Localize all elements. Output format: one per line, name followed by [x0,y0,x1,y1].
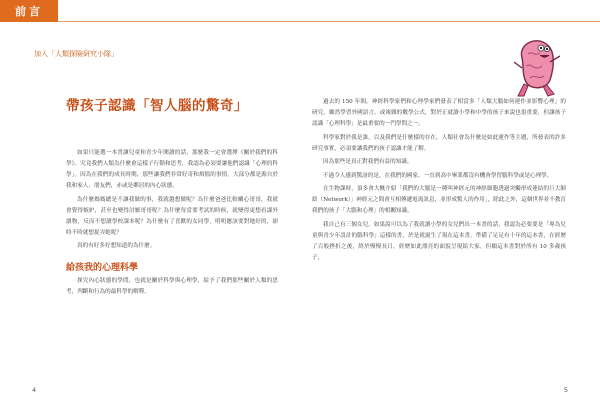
body-paragraph: 科學家對於我是誰，以及我們是什麼樣的存在，人類社會為什麼是如此運作等主題，所發表的許多研究事實，必須要讓我們的孩子認識才能了解。 [312,134,566,152]
chapter-tab-label: 前言 [15,5,43,18]
body-paragraph: 因為那些是真正對我們有益的知識。 [323,159,413,165]
body-paragraph: 探究內心狀態的學問，也就是關於科學與心理學，給予了我們那些關於人類的思考，判斷和行為的最科學的解釋。 [66,278,278,295]
left-page-body [66,148,278,301]
body-paragraph: 真的有好多好想知道的為什麼。 [77,243,156,249]
section-title: 給孩我的心理科學 [66,263,139,273]
right-page-body [312,97,566,266]
body-paragraph: 我自己有三個女兒。如果說可以為了我就讀小學的女兒們出一本書的話，我認為必要要是「專為兒童與青少年設計的腦科學」這樣的書，於是就誕生了現在這本書。準備了足足有十年的這本書，在經歷了百般挫折之後，終於慢慢長日，經歷如此漂亮的面貌呈現給大家。但願這本書對於所有 10 多歲孩子， [312,221,566,261]
body-paragraph: 不過令人感到驚訝的是，在我們的國家，一直到高中畢業都沒有機會學習腦科學或是心理學。 [323,172,553,179]
chapter-subtitle: 加入「人類探險研究小隊」 [34,50,118,58]
body-paragraph: 在生物課時，頂多會大概介紹「我們的大腦是一種叫神經元的神經細胞透過突觸形成連結的巨大網絡（Network）」神經元之間會互相傳遞電流訊息，並形成驚人的作用」，除此之外，這個世界並不教育我們的孩子「大腦和心理」的相關知識。 [312,186,567,214]
page-number-right: 5 [563,386,568,394]
page-heading: 帶孩子認識「智人腦的驚奇」 [66,98,248,114]
body-paragraph: 過去的 150 年間，神經科學家們和心理學家們發表了相當多「人類大腦如何運作並影響心理」的研究，雖然學習外國語言、或複雜的數學公式，對於正就讀小學和中學的孩子來說也很重要，但讓孩子認識「心理科學」是最重要的一門學問之一。 [312,99,566,127]
body-paragraph: 為什麼媽媽總是不讓我做的事，我就越想做呢？為什麼爸爸比較關心哥哥，我就會覺得嫉妒，甚至也變得討厭哥哥呢？為什麼每當要考試的時候，就變得更想看課外讀物，反而不想讀學校課本呢？為什麼有了喜歡的女同學，明明應該要對她好的，卻時不時就想捉弄她呢？ [66,196,278,236]
brain-mascot-icon [514,38,560,100]
chapter-tab [0,0,58,22]
page-number-left: 4 [32,386,37,394]
body-paragraph: 如果只能選一本書讓兒童和青少年閱讀的話，那麼我一定會選擇《關於我們的科學》。究竟我們人類為什麼會這樣子行動和思考，我認為必須要讓他們認識「心理的科學」。因為在我們的成長時期，那些讓我們非常好奇和煩惱的事情，大部分都是源自於我和家人、朋友們，赤或是鄰居的內心狀態。 [66,150,278,189]
header-rule [58,21,600,22]
